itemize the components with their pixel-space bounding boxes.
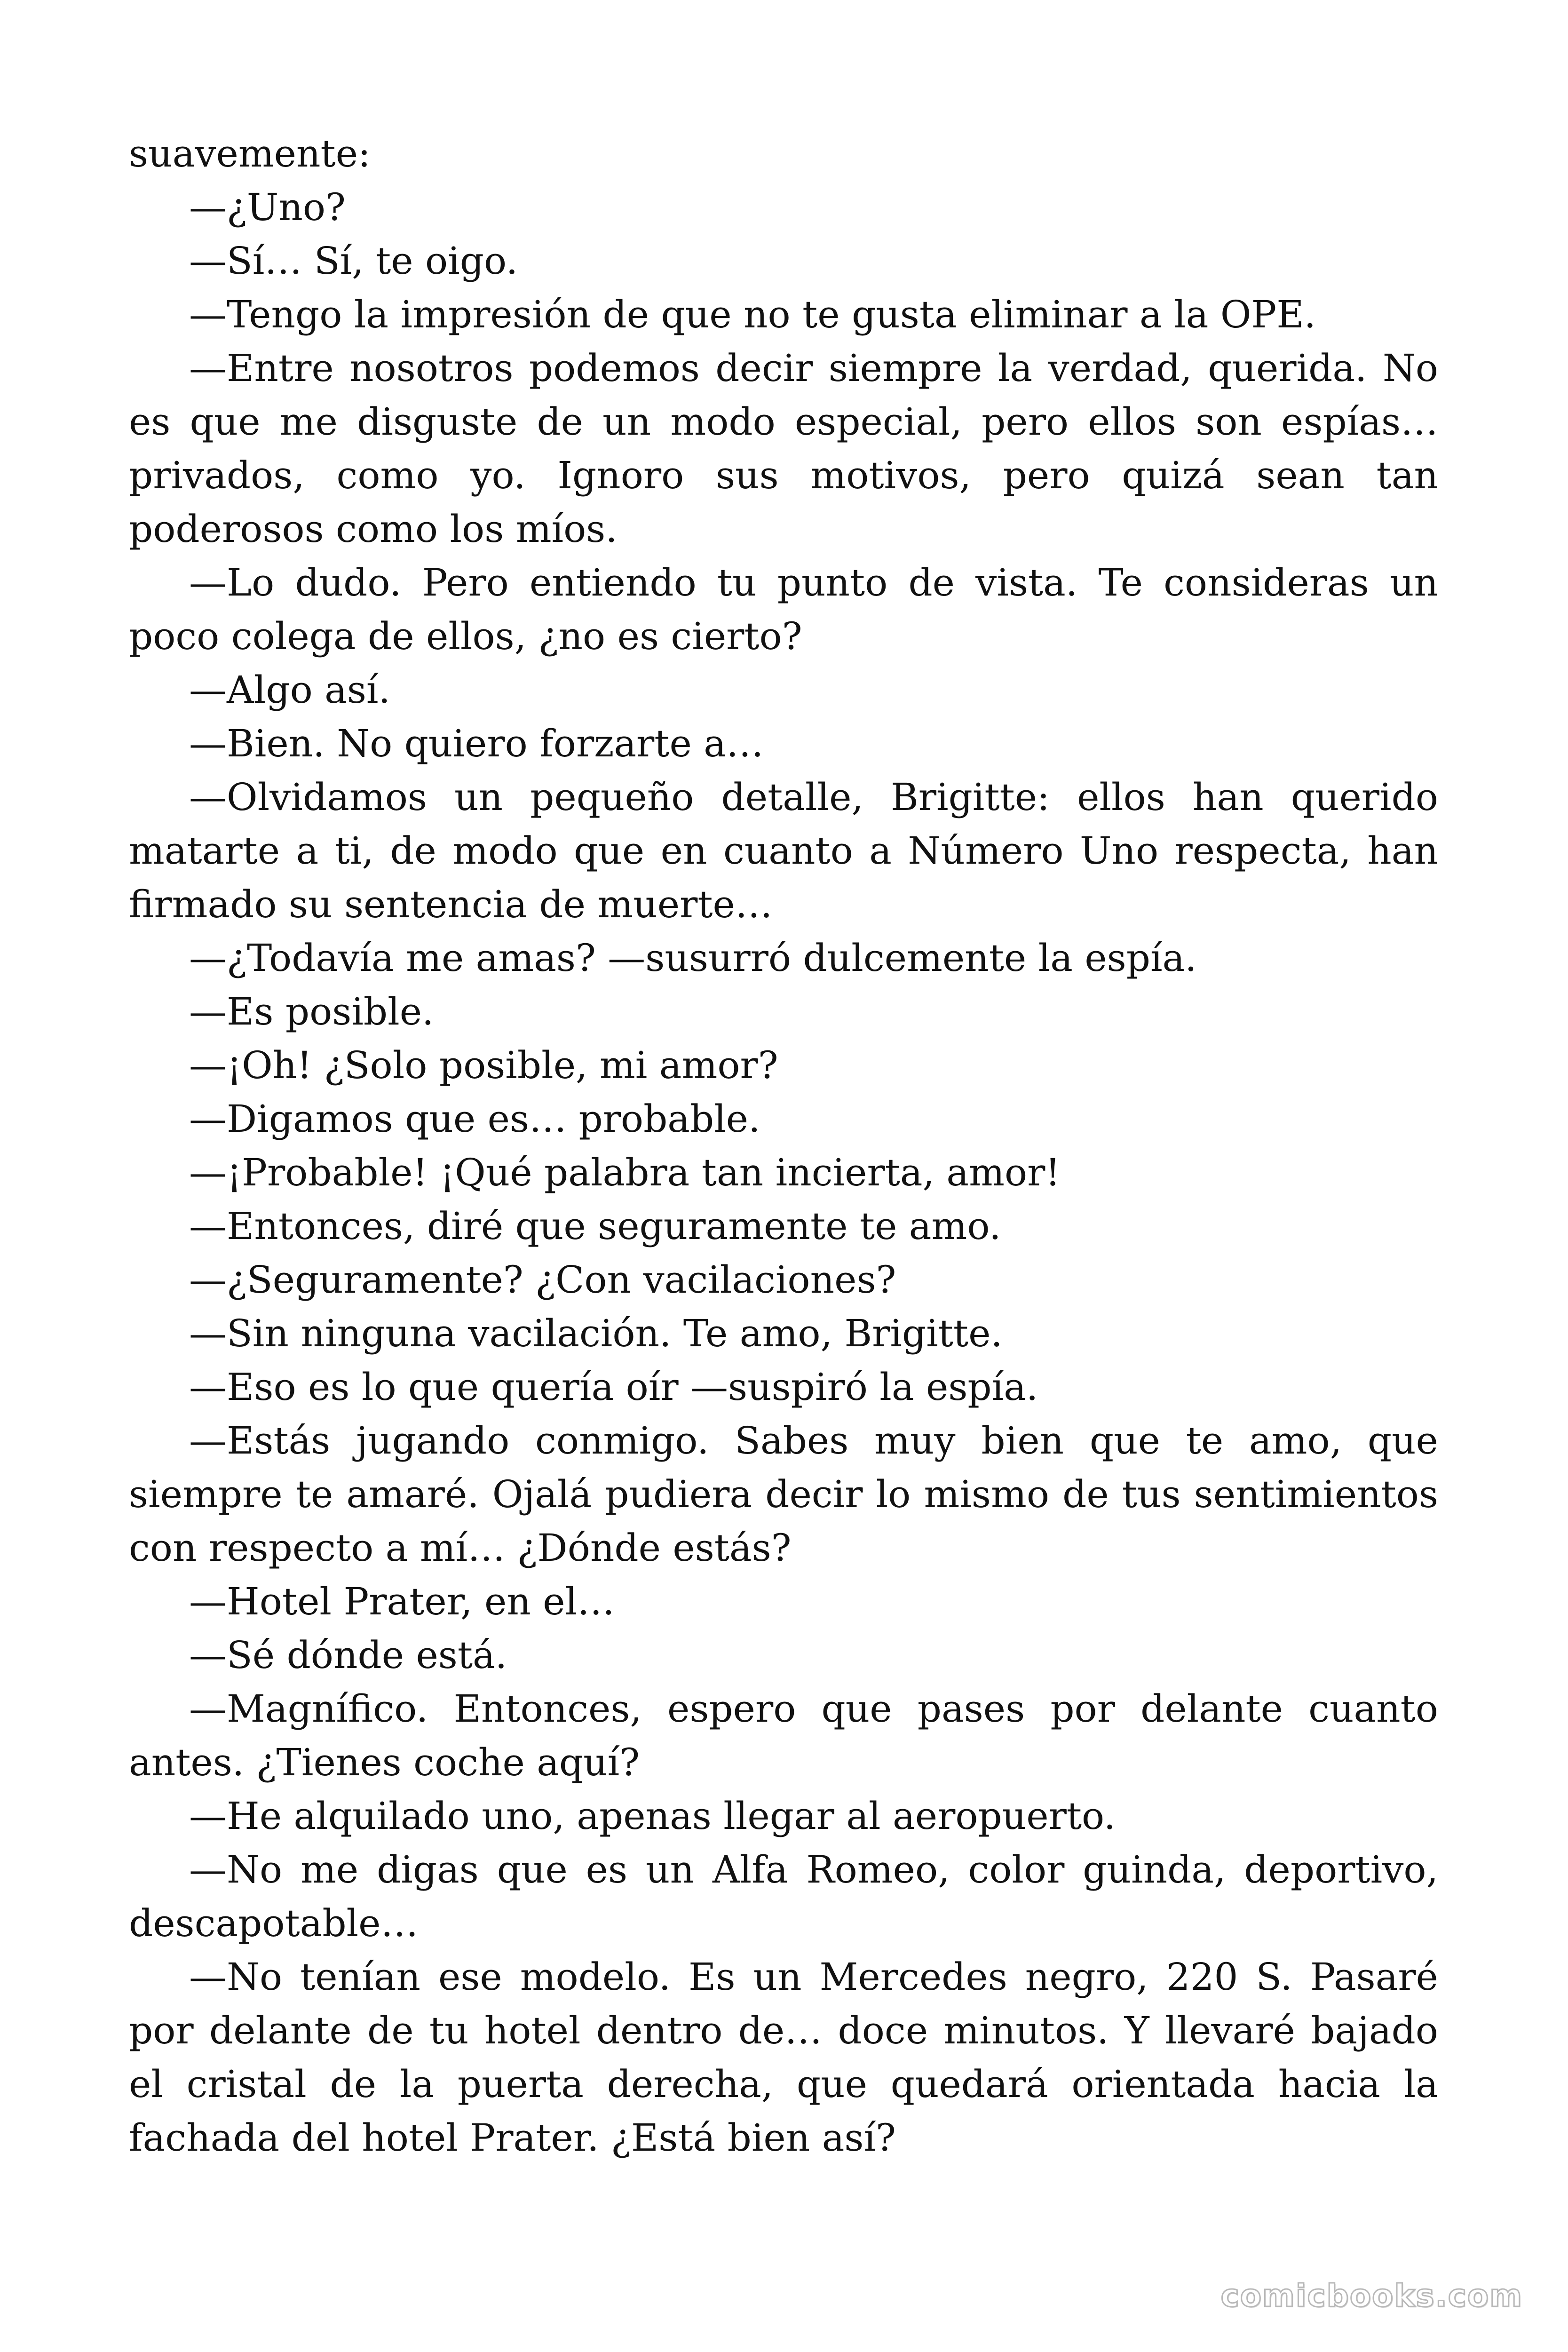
paragraph: —Algo así. bbox=[189, 668, 390, 712]
book-page-text bbox=[129, 127, 1438, 2165]
paragraph: —Bien. No quiero forzarte a… bbox=[189, 722, 764, 765]
paragraph: —Estás jugando conmigo. Sabes muy bien que te amo, que siempre te amaré. Ojalá pudiera decir lo mismo de tus sentimientos con respecto a mí… ¿Dónde estás? bbox=[129, 1419, 1438, 1570]
paragraph: suavemente: bbox=[129, 132, 371, 175]
paragraph: —Sí… Sí, te oigo. bbox=[189, 239, 518, 283]
paragraph: —Tengo la impresión de que no te gusta eliminar a la OPE. bbox=[189, 293, 1316, 336]
paragraph: —¿Todavía me amas? —susurró dulcemente la espía. bbox=[189, 936, 1197, 980]
paragraph: —Olvidamos un pequeño detalle, Brigitte: ellos han querido matarte a ti, de modo que en cuanto a Número Uno respecta, han firmado su sentencia de muerte… bbox=[129, 775, 1438, 926]
paragraph: —Entre nosotros podemos decir siempre la verdad, querida. No es que me disguste de un modo especial, pero ellos son espías… privados, como yo. Ignoro sus motivos, pero quizá sean tan poderosos como los míos. bbox=[129, 346, 1438, 551]
paragraph: —Sin ninguna vacilación. Te amo, Brigitte. bbox=[189, 1311, 1003, 1355]
paragraph: —Es posible. bbox=[189, 990, 434, 1033]
paragraph: —Hotel Prater, en el… bbox=[189, 1580, 615, 1623]
paragraph: —¡Oh! ¿Solo posible, mi amor? bbox=[189, 1043, 778, 1087]
paragraph: —¿Uno? bbox=[189, 185, 346, 229]
paragraph: —¡Probable! ¡Qué palabra tan incierta, amor! bbox=[189, 1151, 1061, 1194]
paragraph: —¿Seguramente? ¿Con vacilaciones? bbox=[189, 1258, 896, 1302]
paragraph: —Eso es lo que quería oír —suspiró la espía. bbox=[189, 1365, 1038, 1409]
paragraph: —No tenían ese modelo. Es un Mercedes negro, 220 S. Pasaré por delante de tu hotel dentro de… doce minutos. Y llevaré bajado el cristal de la puerta derecha, que quedará orientada hacia la fachada del hotel Prater. ¿Está bien así? bbox=[129, 1955, 1438, 2160]
paragraph: —Lo dudo. Pero entiendo tu punto de vista. Te consideras un poco colega de ellos, ¿no es cierto? bbox=[129, 561, 1438, 658]
paragraph: —He alquilado uno, apenas llegar al aeropuerto. bbox=[189, 1794, 1116, 1838]
paragraph: —Sé dónde está. bbox=[189, 1633, 507, 1677]
paragraph: —Digamos que es… probable. bbox=[189, 1097, 760, 1141]
watermark-text: comicbooks.com bbox=[1220, 2278, 1523, 2314]
paragraph: —Entonces, diré que seguramente te amo. bbox=[189, 1204, 1001, 1248]
paragraph: —Magnífico. Entonces, espero que pases por delante cuanto antes. ¿Tienes coche aquí? bbox=[129, 1687, 1438, 1784]
paragraph: —No me digas que es un Alfa Romeo, color guinda, deportivo, descapotable… bbox=[129, 1848, 1438, 1945]
